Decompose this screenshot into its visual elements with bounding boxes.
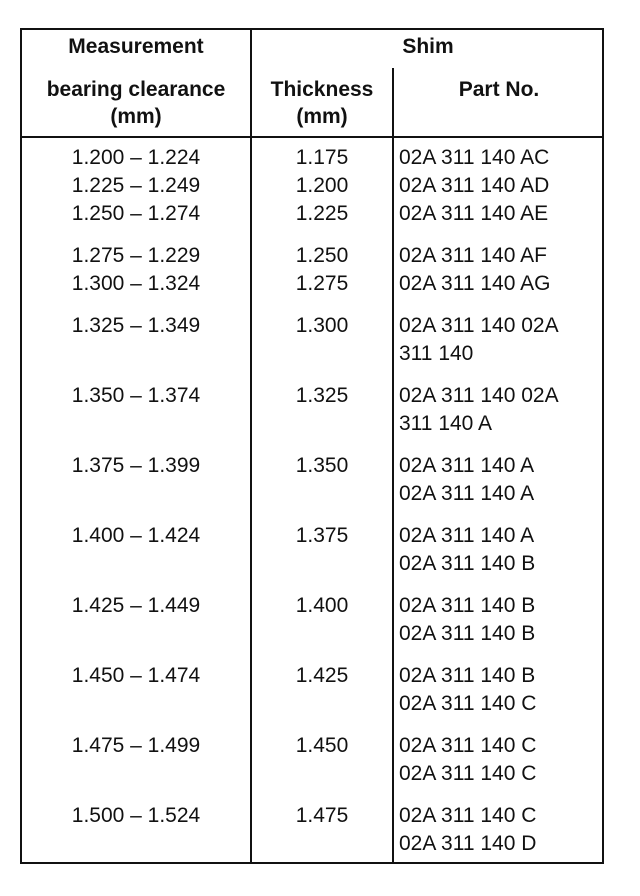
cell-part: 02A 311 140 C bbox=[399, 804, 537, 827]
cell-thickness: 1.350 bbox=[295, 454, 349, 477]
cell-thickness: 1.400 bbox=[295, 594, 349, 617]
header-bearing-clearance-unit: (mm) bbox=[110, 105, 162, 128]
header-bearing-clearance: bearing clearance bbox=[46, 78, 226, 101]
cell-part: 311 140 bbox=[399, 342, 474, 365]
cell-thickness: 1.200 bbox=[295, 174, 349, 197]
cell-measurement: 1.400 – 1.424 bbox=[71, 524, 201, 547]
cell-part: 02A 311 140 C bbox=[399, 692, 537, 715]
column-divider-thickness-part bbox=[392, 68, 394, 864]
header-thickness: Thickness bbox=[270, 78, 374, 101]
cell-part: 02A 311 140 C bbox=[399, 734, 537, 757]
cell-part: 02A 311 140 B bbox=[399, 594, 536, 617]
cell-thickness: 1.250 bbox=[295, 244, 349, 267]
cell-measurement: 1.275 – 1.229 bbox=[71, 244, 201, 267]
cell-part: 02A 311 140 A bbox=[399, 454, 535, 477]
header-divider bbox=[20, 136, 604, 138]
cell-thickness: 1.325 bbox=[295, 384, 349, 407]
cell-thickness: 1.375 bbox=[295, 524, 349, 547]
header-measurement: Measurement bbox=[68, 35, 204, 58]
header-thickness-unit: (mm) bbox=[296, 105, 348, 128]
cell-part: 02A 311 140 AE bbox=[399, 202, 549, 225]
cell-measurement: 1.225 – 1.249 bbox=[71, 174, 201, 197]
cell-measurement: 1.300 – 1.324 bbox=[71, 272, 201, 295]
cell-measurement: 1.250 – 1.274 bbox=[71, 202, 201, 225]
cell-measurement: 1.450 – 1.474 bbox=[71, 664, 201, 687]
header-part-no: Part No. bbox=[458, 78, 540, 101]
cell-part: 311 140 A bbox=[399, 412, 493, 435]
cell-thickness: 1.300 bbox=[295, 314, 349, 337]
cell-part: 02A 311 140 02A bbox=[399, 314, 559, 337]
cell-part: 02A 311 140 A bbox=[399, 524, 535, 547]
cell-measurement: 1.375 – 1.399 bbox=[71, 454, 201, 477]
cell-measurement: 1.350 – 1.374 bbox=[71, 384, 201, 407]
cell-measurement: 1.425 – 1.449 bbox=[71, 594, 201, 617]
cell-thickness: 1.175 bbox=[295, 146, 349, 169]
cell-part: 02A 311 140 B bbox=[399, 622, 536, 645]
cell-thickness: 1.425 bbox=[295, 664, 349, 687]
cell-part: 02A 311 140 D bbox=[399, 832, 537, 855]
cell-thickness: 1.450 bbox=[295, 734, 349, 757]
cell-part: 02A 311 140 02A bbox=[399, 384, 559, 407]
cell-part: 02A 311 140 AD bbox=[399, 174, 550, 197]
cell-part: 02A 311 140 AF bbox=[399, 244, 547, 267]
cell-thickness: 1.275 bbox=[295, 272, 349, 295]
cell-part: 02A 311 140 AG bbox=[399, 272, 551, 295]
cell-measurement: 1.200 – 1.224 bbox=[71, 146, 201, 169]
cell-part: 02A 311 140 A bbox=[399, 482, 535, 505]
cell-measurement: 1.475 – 1.499 bbox=[71, 734, 201, 757]
cell-measurement: 1.325 – 1.349 bbox=[71, 314, 201, 337]
cell-part: 02A 311 140 B bbox=[399, 552, 536, 575]
header-shim: Shim bbox=[402, 35, 454, 58]
cell-part: 02A 311 140 AC bbox=[399, 146, 550, 169]
cell-thickness: 1.225 bbox=[295, 202, 349, 225]
cell-part: 02A 311 140 C bbox=[399, 762, 537, 785]
cell-measurement: 1.500 – 1.524 bbox=[71, 804, 201, 827]
cell-part: 02A 311 140 B bbox=[399, 664, 536, 687]
cell-thickness: 1.475 bbox=[295, 804, 349, 827]
